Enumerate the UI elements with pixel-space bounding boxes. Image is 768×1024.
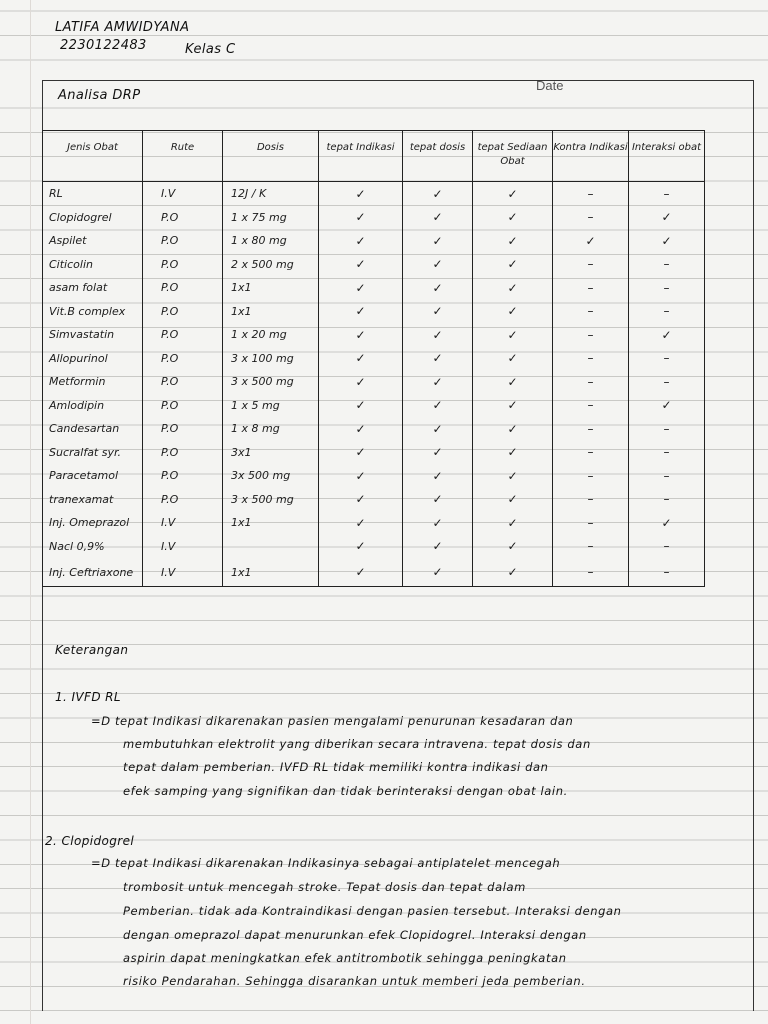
tepat-dosis-mark: ✓ bbox=[403, 370, 473, 394]
dose: 12J / K bbox=[223, 182, 319, 206]
interaksi-mark: – bbox=[629, 417, 705, 441]
dose: 1 x 80 mg bbox=[223, 229, 319, 253]
table-row bbox=[43, 347, 705, 371]
drug-name: Amlodipin bbox=[43, 394, 143, 418]
kontra-indikasi-mark: – bbox=[553, 370, 629, 394]
kontra-indikasi-mark: ✓ bbox=[553, 229, 629, 253]
tepat-dosis-mark: ✓ bbox=[403, 323, 473, 347]
drug-name: Citicolin bbox=[43, 253, 143, 277]
table-row bbox=[43, 464, 705, 488]
kontra-indikasi-mark: – bbox=[553, 535, 629, 559]
route: I.V bbox=[143, 535, 223, 559]
tepat-indikasi-mark: ✓ bbox=[319, 206, 403, 230]
tepat-sediaan-mark: ✓ bbox=[473, 300, 553, 324]
tepat-sediaan-mark: ✓ bbox=[473, 511, 553, 535]
col-interaksi-obat: Interaksi obat bbox=[629, 131, 705, 182]
tepat-indikasi-mark: ✓ bbox=[319, 394, 403, 418]
dose: 3 x 500 mg bbox=[223, 488, 319, 512]
margin-line bbox=[30, 0, 31, 1024]
tepat-sediaan-mark: ✓ bbox=[473, 558, 553, 587]
dose: 1 x 20 mg bbox=[223, 323, 319, 347]
interaksi-mark: – bbox=[629, 488, 705, 512]
drug-name: Sucralfat syr. bbox=[43, 441, 143, 465]
dose: 2 x 500 mg bbox=[223, 253, 319, 277]
tepat-sediaan-mark: ✓ bbox=[473, 347, 553, 371]
kontra-indikasi-mark: – bbox=[553, 441, 629, 465]
notes-heading: Keterangan bbox=[55, 643, 129, 657]
route: P.O bbox=[143, 370, 223, 394]
table-row bbox=[43, 558, 705, 587]
tepat-dosis-mark: ✓ bbox=[403, 511, 473, 535]
interaksi-mark: ✓ bbox=[629, 229, 705, 253]
kontra-indikasi-mark: – bbox=[553, 511, 629, 535]
table-row bbox=[43, 511, 705, 535]
tepat-indikasi-mark: ✓ bbox=[319, 464, 403, 488]
tepat-indikasi-mark: ✓ bbox=[319, 441, 403, 465]
dose: 1 x 5 mg bbox=[223, 394, 319, 418]
tepat-dosis-mark: ✓ bbox=[403, 417, 473, 441]
drug-name: asam folat bbox=[43, 276, 143, 300]
route: P.O bbox=[143, 464, 223, 488]
drug-name: Clopidogrel bbox=[43, 206, 143, 230]
route: P.O bbox=[143, 347, 223, 371]
tepat-dosis-mark: ✓ bbox=[403, 464, 473, 488]
tepat-sediaan-mark: ✓ bbox=[473, 394, 553, 418]
table-row bbox=[43, 182, 705, 206]
route: P.O bbox=[143, 394, 223, 418]
table-row bbox=[43, 206, 705, 230]
route: P.O bbox=[143, 417, 223, 441]
tepat-dosis-mark: ✓ bbox=[403, 441, 473, 465]
route: P.O bbox=[143, 441, 223, 465]
tepat-dosis-mark: ✓ bbox=[403, 206, 473, 230]
kontra-indikasi-mark: – bbox=[553, 394, 629, 418]
route: P.O bbox=[143, 253, 223, 277]
tepat-sediaan-mark: ✓ bbox=[473, 276, 553, 300]
col-jenis-obat: Jenis Obat bbox=[43, 131, 143, 182]
dose: 1x1 bbox=[223, 300, 319, 324]
tepat-dosis-mark: ✓ bbox=[403, 229, 473, 253]
interaksi-mark: ✓ bbox=[629, 511, 705, 535]
tepat-indikasi-mark: ✓ bbox=[319, 323, 403, 347]
table-row bbox=[43, 276, 705, 300]
drp-table bbox=[42, 130, 705, 587]
tepat-indikasi-mark: ✓ bbox=[319, 488, 403, 512]
tepat-dosis-mark: ✓ bbox=[403, 488, 473, 512]
note-1-title: 1. IVFD RL bbox=[55, 690, 121, 704]
table-row bbox=[43, 535, 705, 559]
tepat-indikasi-mark: ✓ bbox=[319, 535, 403, 559]
interaksi-mark: ✓ bbox=[629, 206, 705, 230]
route: P.O bbox=[143, 206, 223, 230]
tepat-indikasi-mark: ✓ bbox=[319, 511, 403, 535]
kontra-indikasi-mark: – bbox=[553, 464, 629, 488]
tepat-sediaan-mark: ✓ bbox=[473, 253, 553, 277]
tepat-dosis-mark: ✓ bbox=[403, 347, 473, 371]
note-1-line: tepat dalam pemberian. IVFD RL tidak memiliki kontra indikasi dan bbox=[123, 760, 549, 774]
drug-name: Metformin bbox=[43, 370, 143, 394]
table-row bbox=[43, 370, 705, 394]
interaksi-mark: – bbox=[629, 300, 705, 324]
tepat-indikasi-mark: ✓ bbox=[319, 276, 403, 300]
dose: 1 x 8 mg bbox=[223, 417, 319, 441]
tepat-indikasi-mark: ✓ bbox=[319, 182, 403, 206]
tepat-indikasi-mark: ✓ bbox=[319, 558, 403, 587]
kontra-indikasi-mark: – bbox=[553, 206, 629, 230]
date-label: Date bbox=[536, 78, 564, 93]
dose bbox=[223, 535, 319, 559]
kontra-indikasi-mark: – bbox=[553, 558, 629, 587]
interaksi-mark: – bbox=[629, 370, 705, 394]
dose: 1x1 bbox=[223, 276, 319, 300]
tepat-sediaan-mark: ✓ bbox=[473, 182, 553, 206]
note-2-line: trombosit untuk mencegah stroke. Tepat dosis dan tepat dalam bbox=[123, 880, 526, 894]
dose: 3 x 500 mg bbox=[223, 370, 319, 394]
interaksi-mark: – bbox=[629, 464, 705, 488]
student-name: LATIFA AMWIDYANA bbox=[55, 20, 190, 35]
route: I.V bbox=[143, 558, 223, 587]
kontra-indikasi-mark: – bbox=[553, 253, 629, 277]
col-tepat-dosis: tepat dosis bbox=[403, 131, 473, 182]
kontra-indikasi-mark: – bbox=[553, 300, 629, 324]
tepat-dosis-mark: ✓ bbox=[403, 558, 473, 587]
dose: 3x 500 mg bbox=[223, 464, 319, 488]
tepat-dosis-mark: ✓ bbox=[403, 394, 473, 418]
col-tepat-sediaan: tepat Sediaan Obat bbox=[473, 131, 553, 182]
table-row bbox=[43, 300, 705, 324]
note-2-line: Pemberian. tidak ada Kontraindikasi dengan pasien tersebut. Interaksi dengan bbox=[123, 904, 622, 918]
table-body bbox=[43, 182, 705, 587]
drug-name: Vit.B complex bbox=[43, 300, 143, 324]
table-header-row bbox=[43, 131, 705, 182]
table-row bbox=[43, 488, 705, 512]
kontra-indikasi-mark: – bbox=[553, 488, 629, 512]
note-1-line: =D tepat Indikasi dikarenakan pasien mengalami penurunan kesadaran dan bbox=[91, 714, 574, 728]
route: I.V bbox=[143, 182, 223, 206]
route: I.V bbox=[143, 511, 223, 535]
interaksi-mark: – bbox=[629, 253, 705, 277]
note-1-line: efek samping yang signifikan dan tidak berinteraksi dengan obat lain. bbox=[123, 784, 568, 798]
route: P.O bbox=[143, 488, 223, 512]
dose: 1 x 75 mg bbox=[223, 206, 319, 230]
tepat-sediaan-mark: ✓ bbox=[473, 206, 553, 230]
note-2-line: aspirin dapat meningkatkan efek antitrombotik sehingga peningkatan bbox=[123, 951, 567, 965]
interaksi-mark: ✓ bbox=[629, 394, 705, 418]
tepat-sediaan-mark: ✓ bbox=[473, 229, 553, 253]
note-2-line: =D tepat Indikasi dikarenakan Indikasinya sebagai antiplatelet mencegah bbox=[91, 856, 561, 870]
route: P.O bbox=[143, 323, 223, 347]
note-2-title: 2. Clopidogrel bbox=[45, 834, 135, 848]
student-id: 2230122483 bbox=[60, 38, 147, 53]
dose: 1x1 bbox=[223, 511, 319, 535]
note-1-line: membutuhkan elektrolit yang diberikan secara intravena. tepat dosis dan bbox=[123, 737, 591, 751]
col-kontra-indikasi: Kontra Indikasi bbox=[553, 131, 629, 182]
kontra-indikasi-mark: – bbox=[553, 182, 629, 206]
interaksi-mark: – bbox=[629, 535, 705, 559]
interaksi-mark: ✓ bbox=[629, 323, 705, 347]
tepat-sediaan-mark: ✓ bbox=[473, 441, 553, 465]
table-row bbox=[43, 441, 705, 465]
tepat-indikasi-mark: ✓ bbox=[319, 253, 403, 277]
drug-name: Paracetamol bbox=[43, 464, 143, 488]
tepat-sediaan-mark: ✓ bbox=[473, 323, 553, 347]
kontra-indikasi-mark: – bbox=[553, 347, 629, 371]
tepat-dosis-mark: ✓ bbox=[403, 300, 473, 324]
table-row bbox=[43, 229, 705, 253]
table-row bbox=[43, 253, 705, 277]
tepat-sediaan-mark: ✓ bbox=[473, 535, 553, 559]
col-tepat-indikasi: tepat Indikasi bbox=[319, 131, 403, 182]
interaksi-mark: – bbox=[629, 558, 705, 587]
drug-name: Candesartan bbox=[43, 417, 143, 441]
tepat-dosis-mark: ✓ bbox=[403, 182, 473, 206]
tepat-indikasi-mark: ✓ bbox=[319, 370, 403, 394]
col-rute: Rute bbox=[143, 131, 223, 182]
tepat-indikasi-mark: ✓ bbox=[319, 229, 403, 253]
drug-name: Aspilet bbox=[43, 229, 143, 253]
tepat-dosis-mark: ✓ bbox=[403, 253, 473, 277]
dose: 3 x 100 mg bbox=[223, 347, 319, 371]
tepat-indikasi-mark: ✓ bbox=[319, 347, 403, 371]
drug-name: Nacl 0,9% bbox=[43, 535, 143, 559]
drug-name: Allopurinol bbox=[43, 347, 143, 371]
interaksi-mark: – bbox=[629, 441, 705, 465]
tepat-dosis-mark: ✓ bbox=[403, 535, 473, 559]
tepat-indikasi-mark: ✓ bbox=[319, 417, 403, 441]
table-row bbox=[43, 394, 705, 418]
dose: 3x1 bbox=[223, 441, 319, 465]
tepat-indikasi-mark: ✓ bbox=[319, 300, 403, 324]
col-dosis: Dosis bbox=[223, 131, 319, 182]
drug-name: tranexamat bbox=[43, 488, 143, 512]
tepat-sediaan-mark: ✓ bbox=[473, 417, 553, 441]
drug-name: RL bbox=[43, 182, 143, 206]
route: P.O bbox=[143, 276, 223, 300]
note-2-line: dengan omeprazol dapat menurunkan efek Clopidogrel. Interaksi dengan bbox=[123, 928, 587, 942]
table-row bbox=[43, 417, 705, 441]
route: P.O bbox=[143, 300, 223, 324]
drug-name: Inj. Omeprazol bbox=[43, 511, 143, 535]
interaksi-mark: – bbox=[629, 276, 705, 300]
dose: 1x1 bbox=[223, 558, 319, 587]
page-title: Analisa DRP bbox=[58, 88, 141, 103]
tepat-dosis-mark: ✓ bbox=[403, 276, 473, 300]
class-label: Kelas C bbox=[185, 42, 236, 57]
interaksi-mark: – bbox=[629, 182, 705, 206]
kontra-indikasi-mark: – bbox=[553, 323, 629, 347]
kontra-indikasi-mark: – bbox=[553, 276, 629, 300]
tepat-sediaan-mark: ✓ bbox=[473, 370, 553, 394]
drug-name: Simvastatin bbox=[43, 323, 143, 347]
note-2-line: risiko Pendarahan. Sehingga disarankan untuk memberi jeda pemberian. bbox=[123, 974, 586, 988]
route: P.O bbox=[143, 229, 223, 253]
tepat-sediaan-mark: ✓ bbox=[473, 488, 553, 512]
drug-name: Inj. Ceftriaxone bbox=[43, 558, 143, 587]
tepat-sediaan-mark: ✓ bbox=[473, 464, 553, 488]
table-row bbox=[43, 323, 705, 347]
kontra-indikasi-mark: – bbox=[553, 417, 629, 441]
interaksi-mark: – bbox=[629, 347, 705, 371]
